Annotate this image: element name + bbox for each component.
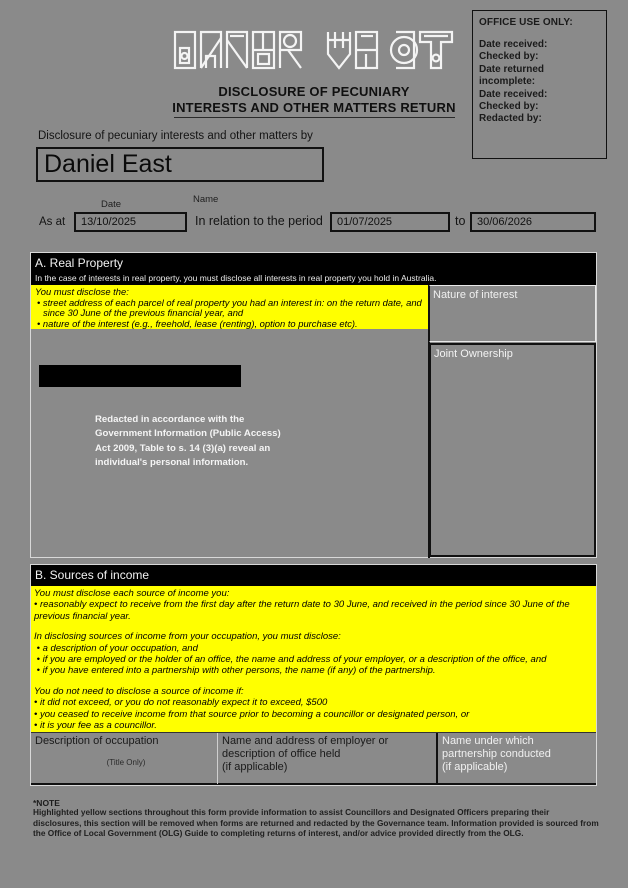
joint-ownership-cell: Joint Ownership [429,343,596,557]
in-relation-label: In relation to the period [195,214,323,228]
spacer-1 [34,622,591,631]
office-use-line-date-received: Date received: [479,39,548,50]
document-title [0,84,628,115]
section-a-body [31,285,596,558]
name-field[interactable] [36,147,324,182]
column-2-header-line2: description of office held [222,748,341,760]
section-b-heading: B. Sources of income [31,565,596,588]
section-b-para2-item-2: • if you are employed or the holder of an office, the name and address of your employer, or a description of the office, and [34,654,547,666]
title-underline [174,117,455,118]
inner-west-council-logo [170,26,460,74]
as-at-date-value: 13/10/2025 [81,216,137,228]
office-use-title: OFFICE USE ONLY: [479,17,573,28]
section-b-para3-item-1: • it did not exceed, or you do not reasonably expect it to exceed, $500 [34,697,328,709]
section-a-guidance-item-2: • nature of the interest (e.g., freehold, lease (renting), option to purchase etc). [37,317,358,329]
footer-note-marker: *NOTE [33,798,60,808]
spacer-2 [34,677,591,686]
column-employer-name-address[interactable] [217,733,436,784]
column-1-header: Description of occupation [35,735,159,747]
column-partnership-name[interactable] [436,733,596,784]
period-to-label: to [455,214,466,228]
office-use-line-date-received-2: Date received: [479,88,548,100]
column-2-header-line3: (if applicable) [222,761,288,773]
section-b-table [31,732,596,785]
as-at-date-field[interactable] [74,212,187,232]
office-use-line-incomplete: incomplete: [479,76,536,88]
section-a-heading: A. Real Property [31,253,596,272]
column-3-header-line2: partnership conducted [442,748,551,760]
period-from-value: 01/07/2025 [337,216,393,228]
nature-of-interest-header: Nature of interest [429,285,596,342]
period-to-field[interactable] [470,212,596,232]
section-b-para3-item-2: • you ceased to receive income from that source prior to becoming a councillor or designated person, or [34,708,470,720]
document-title-line1: DISCLOSURE OF PECUNIARY [218,84,410,99]
document-title-line2: INTERESTS AND OTHER MATTERS RETURN [172,99,456,115]
date-caption: Date [101,199,122,210]
section-b-guidance [31,586,596,732]
disclosure-label: Disclosure of pecuniary interests and other matters by [38,130,313,142]
column-description-of-occupation[interactable] [31,733,217,784]
office-use-line-checked-by-2: Checked by: [479,101,539,113]
section-b-sources-of-income [30,564,597,786]
office-use-line-checked-by: Checked by: [479,51,539,63]
office-use-line-date-returned: Date returned [479,63,545,75]
redaction-note: Redacted in accordance with the Government Information (Public Access) Act 2009, Table to s. 14 (3)(a) reveal an individual's personal information. [95,414,281,469]
section-a-guidance [31,285,429,329]
section-a-real-property [30,252,597,558]
period-from-field[interactable] [330,212,450,232]
column-3-header-line3: (if applicable) [442,761,508,773]
period-to-value: 30/06/2026 [477,216,533,228]
section-b-para2-item-1: • a description of your occupation, and [34,642,198,654]
name-value: Daniel East [44,150,172,178]
section-b-para2-item-3: • if you have entered into a partnership with other persons, the name (if any) of the partnership. [34,665,436,677]
section-a-subheading: In the case of interests in real property, you must disclose all interests in real property you hold in Australia. [31,272,596,285]
footer-note-text: Highlighted yellow sections throughout this form provide information to assist Councillors and Designated Officers preparing their disclosures, this section will be removed when forms are returned and redacted by the Governance team. Information provided is sourced from the Office of Local Government (OLG) Guide to completing returns of interest, and/or advice provided directly from the OLG. [33,807,599,839]
column-3-header-line1: Name under which [442,735,534,747]
column-2-header-line1: Name and address of employer or [222,735,389,747]
as-at-label: As at [39,216,66,228]
section-a-guidance-intro: You must disclose the: [35,286,129,297]
section-b-para1-intro: You must disclose each source of income you: [34,588,230,599]
section-a-guidance-item-1: • street address of each parcel of real property you had an interest in: on the return date, and since 30 June of the previous financial year, and [37,296,422,319]
redaction-bar [39,365,241,387]
column-1-subnote: (Title Only) [106,758,146,767]
section-b-para1-item: • reasonably expect to receive from the first day after the return date to 30 June, and received in the period since 30 June of the previous financial year. [34,599,570,622]
section-b-para3-item-3: • it is your fee as a councillor. [34,720,157,732]
section-b-para3-intro: You do not need to disclose a source of income if: [34,685,244,697]
office-use-line-redacted-by: Redacted by: [479,113,542,125]
section-b-para2-intro: In disclosing sources of income from your occupation, you must disclose: [34,631,341,643]
name-caption: Name [193,194,219,205]
